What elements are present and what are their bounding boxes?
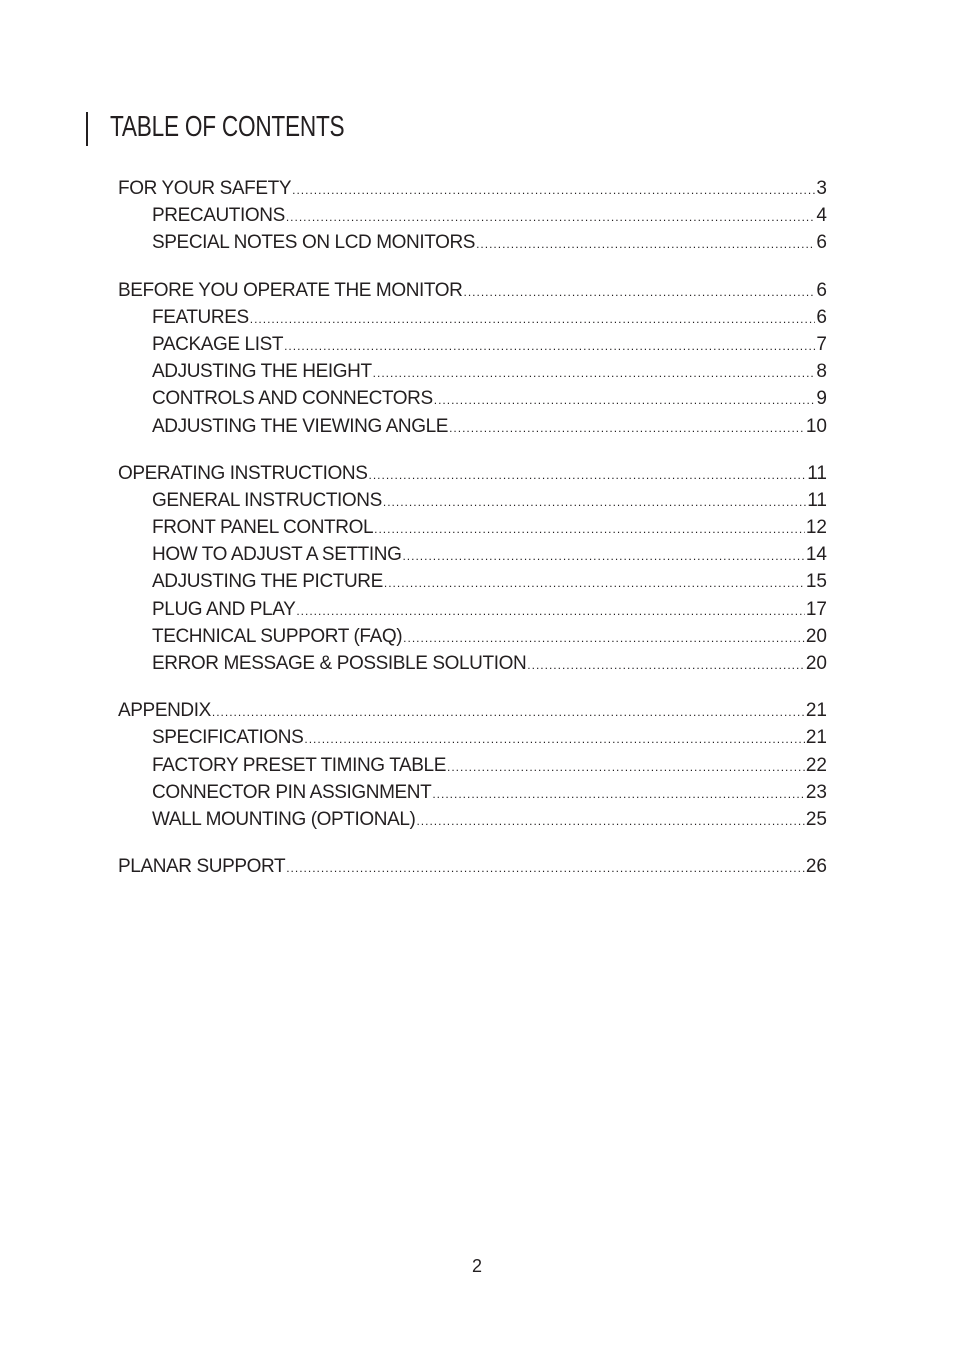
page-title: TABLE OF CONTENTS	[110, 111, 345, 143]
toc-subentry[interactable]	[118, 304, 827, 331]
toc-entry-page: 8	[816, 361, 827, 383]
toc-entry[interactable]	[118, 175, 827, 202]
dot-leader	[432, 781, 805, 808]
toc-entry-label: APPENDIX	[118, 700, 211, 722]
toc-entry-page: 15	[805, 571, 827, 593]
toc-entry-label: ADJUSTING THE HEIGHT	[152, 361, 372, 383]
toc-entry-page: 6	[816, 232, 827, 254]
dot-leader	[384, 570, 805, 597]
toc-entry-label: PLANAR SUPPORT	[118, 856, 286, 878]
toc-subentry[interactable]	[118, 487, 827, 514]
toc-section	[118, 853, 827, 880]
toc-entry-page: 25	[805, 808, 827, 830]
dot-leader	[449, 415, 805, 442]
toc-entry-page: 21	[805, 727, 827, 749]
toc-entry-page: 14	[805, 544, 827, 566]
toc-subentry[interactable]	[118, 413, 827, 440]
toc-subentry[interactable]	[118, 385, 827, 412]
dot-leader	[296, 598, 805, 625]
dot-leader	[374, 516, 805, 543]
toc-subentry[interactable]	[118, 229, 827, 256]
toc-subentry[interactable]	[118, 331, 827, 358]
dot-leader	[416, 808, 804, 835]
page-number: 2	[471, 1256, 482, 1276]
toc-entry-page: 26	[805, 856, 827, 878]
table-of-contents	[118, 175, 827, 900]
dot-leader	[373, 360, 816, 387]
dot-leader	[383, 489, 806, 516]
toc-entry-label: PACKAGE LIST	[152, 333, 284, 355]
dot-leader	[286, 855, 805, 882]
toc-entry-label: ADJUSTING THE PICTURE	[152, 571, 383, 593]
toc-subentry[interactable]	[118, 541, 827, 568]
toc-entry-page: 21	[805, 700, 827, 722]
toc-subentry[interactable]	[118, 202, 827, 229]
dot-leader	[447, 754, 805, 781]
toc-entry-page: 20	[805, 625, 827, 647]
dot-leader	[284, 333, 815, 360]
toc-entry-label: FOR YOUR SAFETY	[118, 178, 292, 199]
title-accent-bar	[86, 112, 88, 146]
toc-entry-label: ERROR MESSAGE & POSSIBLE SOLUTION	[152, 653, 527, 674]
toc-entry-page: 9	[816, 388, 827, 410]
toc-entry[interactable]	[118, 697, 827, 724]
toc-entry-label: BEFORE YOU OPERATE THE MONITOR	[118, 279, 463, 301]
toc-entry-page: 6	[816, 306, 827, 328]
toc-entry-page: 11	[807, 489, 827, 511]
dot-leader	[292, 177, 815, 204]
toc-entry-page: 3	[816, 178, 827, 199]
toc-subentry[interactable]	[118, 514, 827, 541]
toc-entry-label: ADJUSTING THE VIEWING ANGLE	[152, 415, 449, 437]
toc-entry[interactable]	[118, 853, 827, 880]
toc-entry-label: OPERATING INSTRUCTIONS	[118, 462, 368, 484]
dot-leader	[402, 543, 804, 570]
toc-entry-label: FRONT PANEL CONTROL	[152, 517, 374, 539]
toc-entry-page: 6	[816, 279, 827, 301]
toc-entry-page: 20	[805, 653, 827, 674]
toc-entry-label: CONNECTOR PIN ASSIGNMENT	[152, 781, 432, 803]
toc-subentry[interactable]	[118, 752, 827, 779]
dot-leader	[434, 387, 816, 414]
toc-entry-page: 4	[816, 205, 827, 227]
dot-leader	[476, 231, 815, 258]
toc-section	[118, 175, 827, 257]
toc-entry-page: 23	[805, 781, 827, 803]
toc-entry-label: GENERAL INSTRUCTIONS	[152, 489, 382, 511]
toc-subentry[interactable]	[118, 779, 827, 806]
toc-section	[118, 697, 827, 833]
dot-leader	[250, 306, 816, 333]
toc-entry-label: SPECIFICATIONS	[152, 727, 304, 749]
toc-entry-label: FACTORY PRESET TIMING TABLE	[152, 754, 446, 776]
toc-section	[118, 277, 827, 440]
toc-subentry[interactable]	[118, 806, 827, 833]
dot-leader	[463, 279, 815, 306]
toc-subentry[interactable]	[118, 358, 827, 385]
toc-entry-page: 17	[805, 598, 827, 620]
toc-entry-label: PRECAUTIONS	[152, 205, 285, 227]
toc-entry-page: 7	[816, 333, 827, 355]
toc-entry-page: 11	[807, 462, 827, 484]
toc-entry[interactable]	[118, 277, 827, 304]
dot-leader	[212, 699, 805, 726]
dot-leader	[403, 625, 805, 652]
toc-entry-page: 22	[805, 754, 827, 776]
dot-leader	[368, 462, 806, 489]
toc-subentry[interactable]	[118, 724, 827, 751]
toc-subentry[interactable]	[118, 650, 827, 677]
toc-entry-label: SPECIAL NOTES ON LCD MONITORS	[152, 232, 476, 254]
toc-entry-label: FEATURES	[152, 306, 249, 328]
dot-leader	[286, 204, 816, 231]
toc-subentry[interactable]	[118, 568, 827, 595]
toc-entry-label: HOW TO ADJUST A SETTING	[152, 544, 402, 566]
toc-entry-label: PLUG AND PLAY	[152, 598, 296, 620]
toc-entry-page: 10	[805, 415, 827, 437]
toc-section	[118, 460, 827, 678]
toc-entry-label: TECHNICAL SUPPORT (FAQ)	[152, 625, 403, 647]
toc-entry[interactable]	[118, 460, 827, 487]
toc-entry-label: CONTROLS AND CONNECTORS	[152, 388, 433, 410]
toc-entry-page: 12	[805, 517, 827, 539]
toc-subentry[interactable]	[118, 623, 827, 650]
toc-entry-label: WALL MOUNTING (OPTIONAL)	[152, 808, 416, 830]
dot-leader	[304, 726, 805, 753]
toc-subentry[interactable]	[118, 596, 827, 623]
dot-leader	[527, 652, 805, 679]
